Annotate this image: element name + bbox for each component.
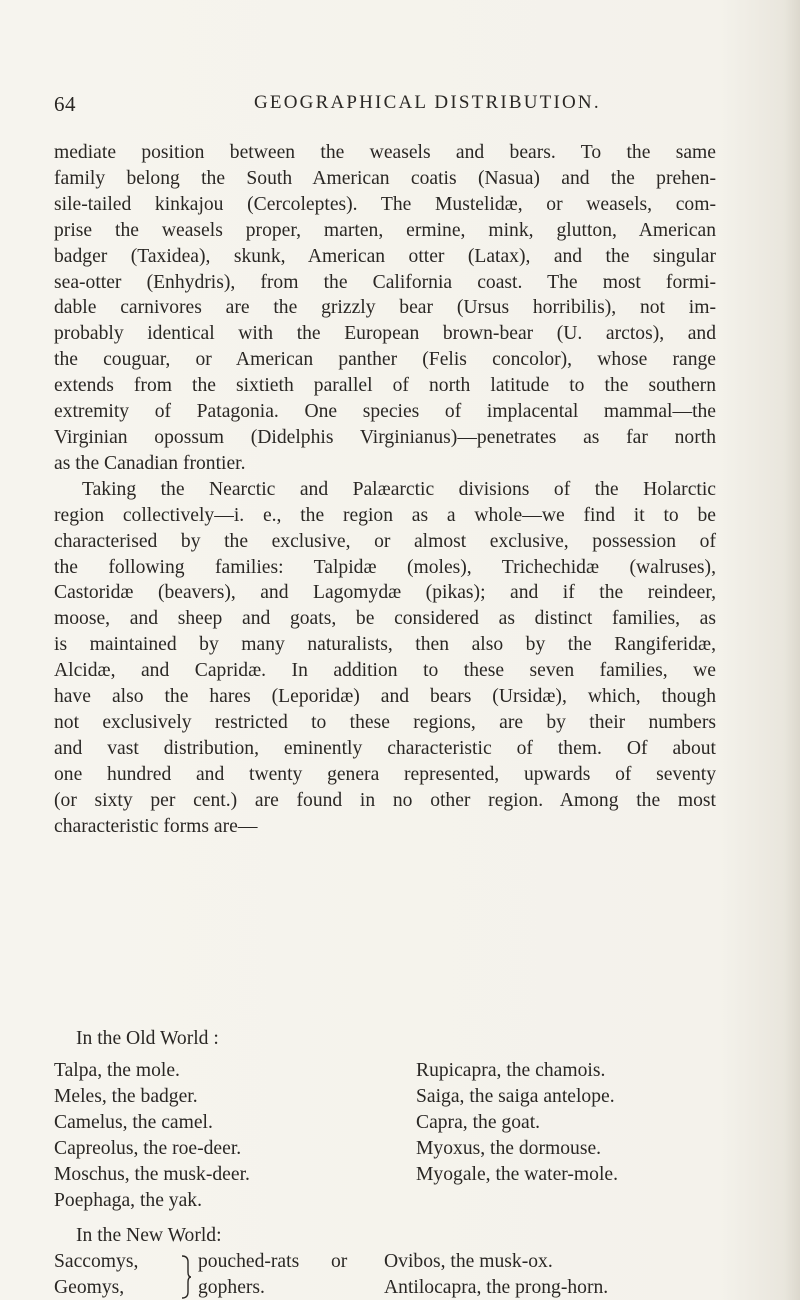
old-world-list-item: Camelus, the camel. <box>54 1111 213 1133</box>
paragraph-1-line: probably identical with the European brown-bear (U. arctos), and <box>54 323 716 345</box>
paragraph-2-line: moose, and sheep and goats, be considered as distinct families, as <box>54 608 716 630</box>
paragraph-2 <box>54 477 716 840</box>
old-world-list-item: Talpa, the mole. <box>54 1060 180 1081</box>
page-number: 64 <box>54 92 76 116</box>
paragraph-2-line: Alcidæ, and Capridæ. In addition to these seven families, we <box>54 660 716 682</box>
paragraph-2-line: characterised by the exclusive, or almost exclusive, possession of <box>54 530 716 552</box>
paragraph-2-line: the following families: Talpidæ (moles), Trichechidæ (walruses), <box>54 556 716 578</box>
paragraph-1-line: family belong the South American coatis (Nasua) and the prehen- <box>54 167 716 189</box>
old-world-list-item: Meles, the badger. <box>54 1085 198 1107</box>
paragraph-1-line: the couguar, or American panther (Felis concolor), whose range <box>54 349 716 371</box>
new-world-desc-1: pouched-rats <box>198 1251 300 1272</box>
new-world-right-1: Ovibos, the musk-ox. <box>384 1251 553 1272</box>
new-world-heading: In the New World: <box>76 1225 222 1246</box>
old-world-list-item: Myoxus, the dormouse. <box>416 1137 602 1159</box>
page-header <box>54 92 714 118</box>
paragraph-2-line: characteristic forms are— <box>54 815 258 837</box>
paragraph-1-line: mediate position between the weasels and bears. To the same <box>54 142 716 163</box>
paragraph-1-line: Virginian opossum (Didelphis Virginianus)—penetrates as far north <box>54 426 716 448</box>
running-title: GEOGRAPHICAL DISTRIBUTION. <box>254 92 601 113</box>
old-world-list-item: Myogale, the water-mole. <box>416 1163 619 1185</box>
paragraph-2-line: region collectively—i. e., the region as a whole—we find it to be <box>54 504 716 526</box>
old-world-list-item: Poephaga, the yak. <box>54 1189 202 1211</box>
new-world-desc-2: gophers. <box>198 1277 265 1298</box>
paragraph-2-line: not exclusively restricted to these regions, are by their numbers <box>54 711 716 733</box>
old-world-heading: In the Old World : <box>76 1028 219 1049</box>
paragraph-2-line: (or sixty per cent.) are found in no other region. Among the most <box>54 789 716 811</box>
paragraph-1-line: badger (Taxidea), skunk, American otter (Latax), and the singular <box>54 245 716 267</box>
old-world-list-item: Rupicapra, the chamois. <box>416 1060 606 1081</box>
paragraph-2-line: Taking the Nearctic and Palæarctic divisions of the Holarctic <box>82 478 716 500</box>
new-world-genus-1: Saccomys, <box>54 1251 139 1272</box>
old-world-list-item: Saiga, the saiga antelope. <box>416 1085 615 1107</box>
paragraph-1 <box>54 140 716 477</box>
old-world-left-column <box>54 1058 250 1213</box>
paragraph-2-line: one hundred and twenty genera represented, upwards of seventy <box>54 763 716 785</box>
old-world-list-item: Capra, the goat. <box>416 1111 541 1133</box>
paragraph-1-line: prise the weasels proper, marten, ermine, mink, glutton, American <box>54 219 716 241</box>
paragraph-1-line: extremity of Patagonia. One species of implacental mammal—the <box>54 401 716 423</box>
old-world-list-item: Capreolus, the roe-deer. <box>54 1137 242 1159</box>
paragraph-2-line: Castoridæ (beavers), and Lagomydæ (pikas); and if the reindeer, <box>54 582 716 604</box>
paragraph-2-line: have also the hares (Leporidæ) and bears (Ursidæ), which, though <box>54 686 716 708</box>
paragraph-1-line: sea-otter (Enhydris), from the California coast. The most formi- <box>54 271 716 293</box>
paragraph-2-line: is maintained by many naturalists, then also by the Rangiferidæ, <box>54 634 716 656</box>
paragraph-1-line: dable carnivores are the grizzly bear (Ursus horribilis), not im- <box>54 297 716 319</box>
old-world-right-column <box>416 1058 618 1188</box>
new-world-right-2: Antilocapra, the prong-horn. <box>384 1277 609 1298</box>
body-text <box>54 140 716 839</box>
paragraph-1-line: extends from the sixtieth parallel of north latitude to the southern <box>54 375 716 397</box>
old-world-list-item: Moschus, the musk-deer. <box>54 1163 250 1185</box>
paragraph-1-line: as the Canadian frontier. <box>54 452 246 474</box>
curly-brace-icon <box>180 1254 192 1300</box>
paragraph-1-line: sile-tailed kinkajou (Cercoleptes). The Mustelidæ, or weasels, com- <box>54 193 716 215</box>
new-world-genus-2: Geomys, <box>54 1277 125 1298</box>
new-world-conjunction: or <box>331 1251 348 1272</box>
paragraph-2-line: and vast distribution, eminently characteristic of them. Of about <box>54 737 716 759</box>
